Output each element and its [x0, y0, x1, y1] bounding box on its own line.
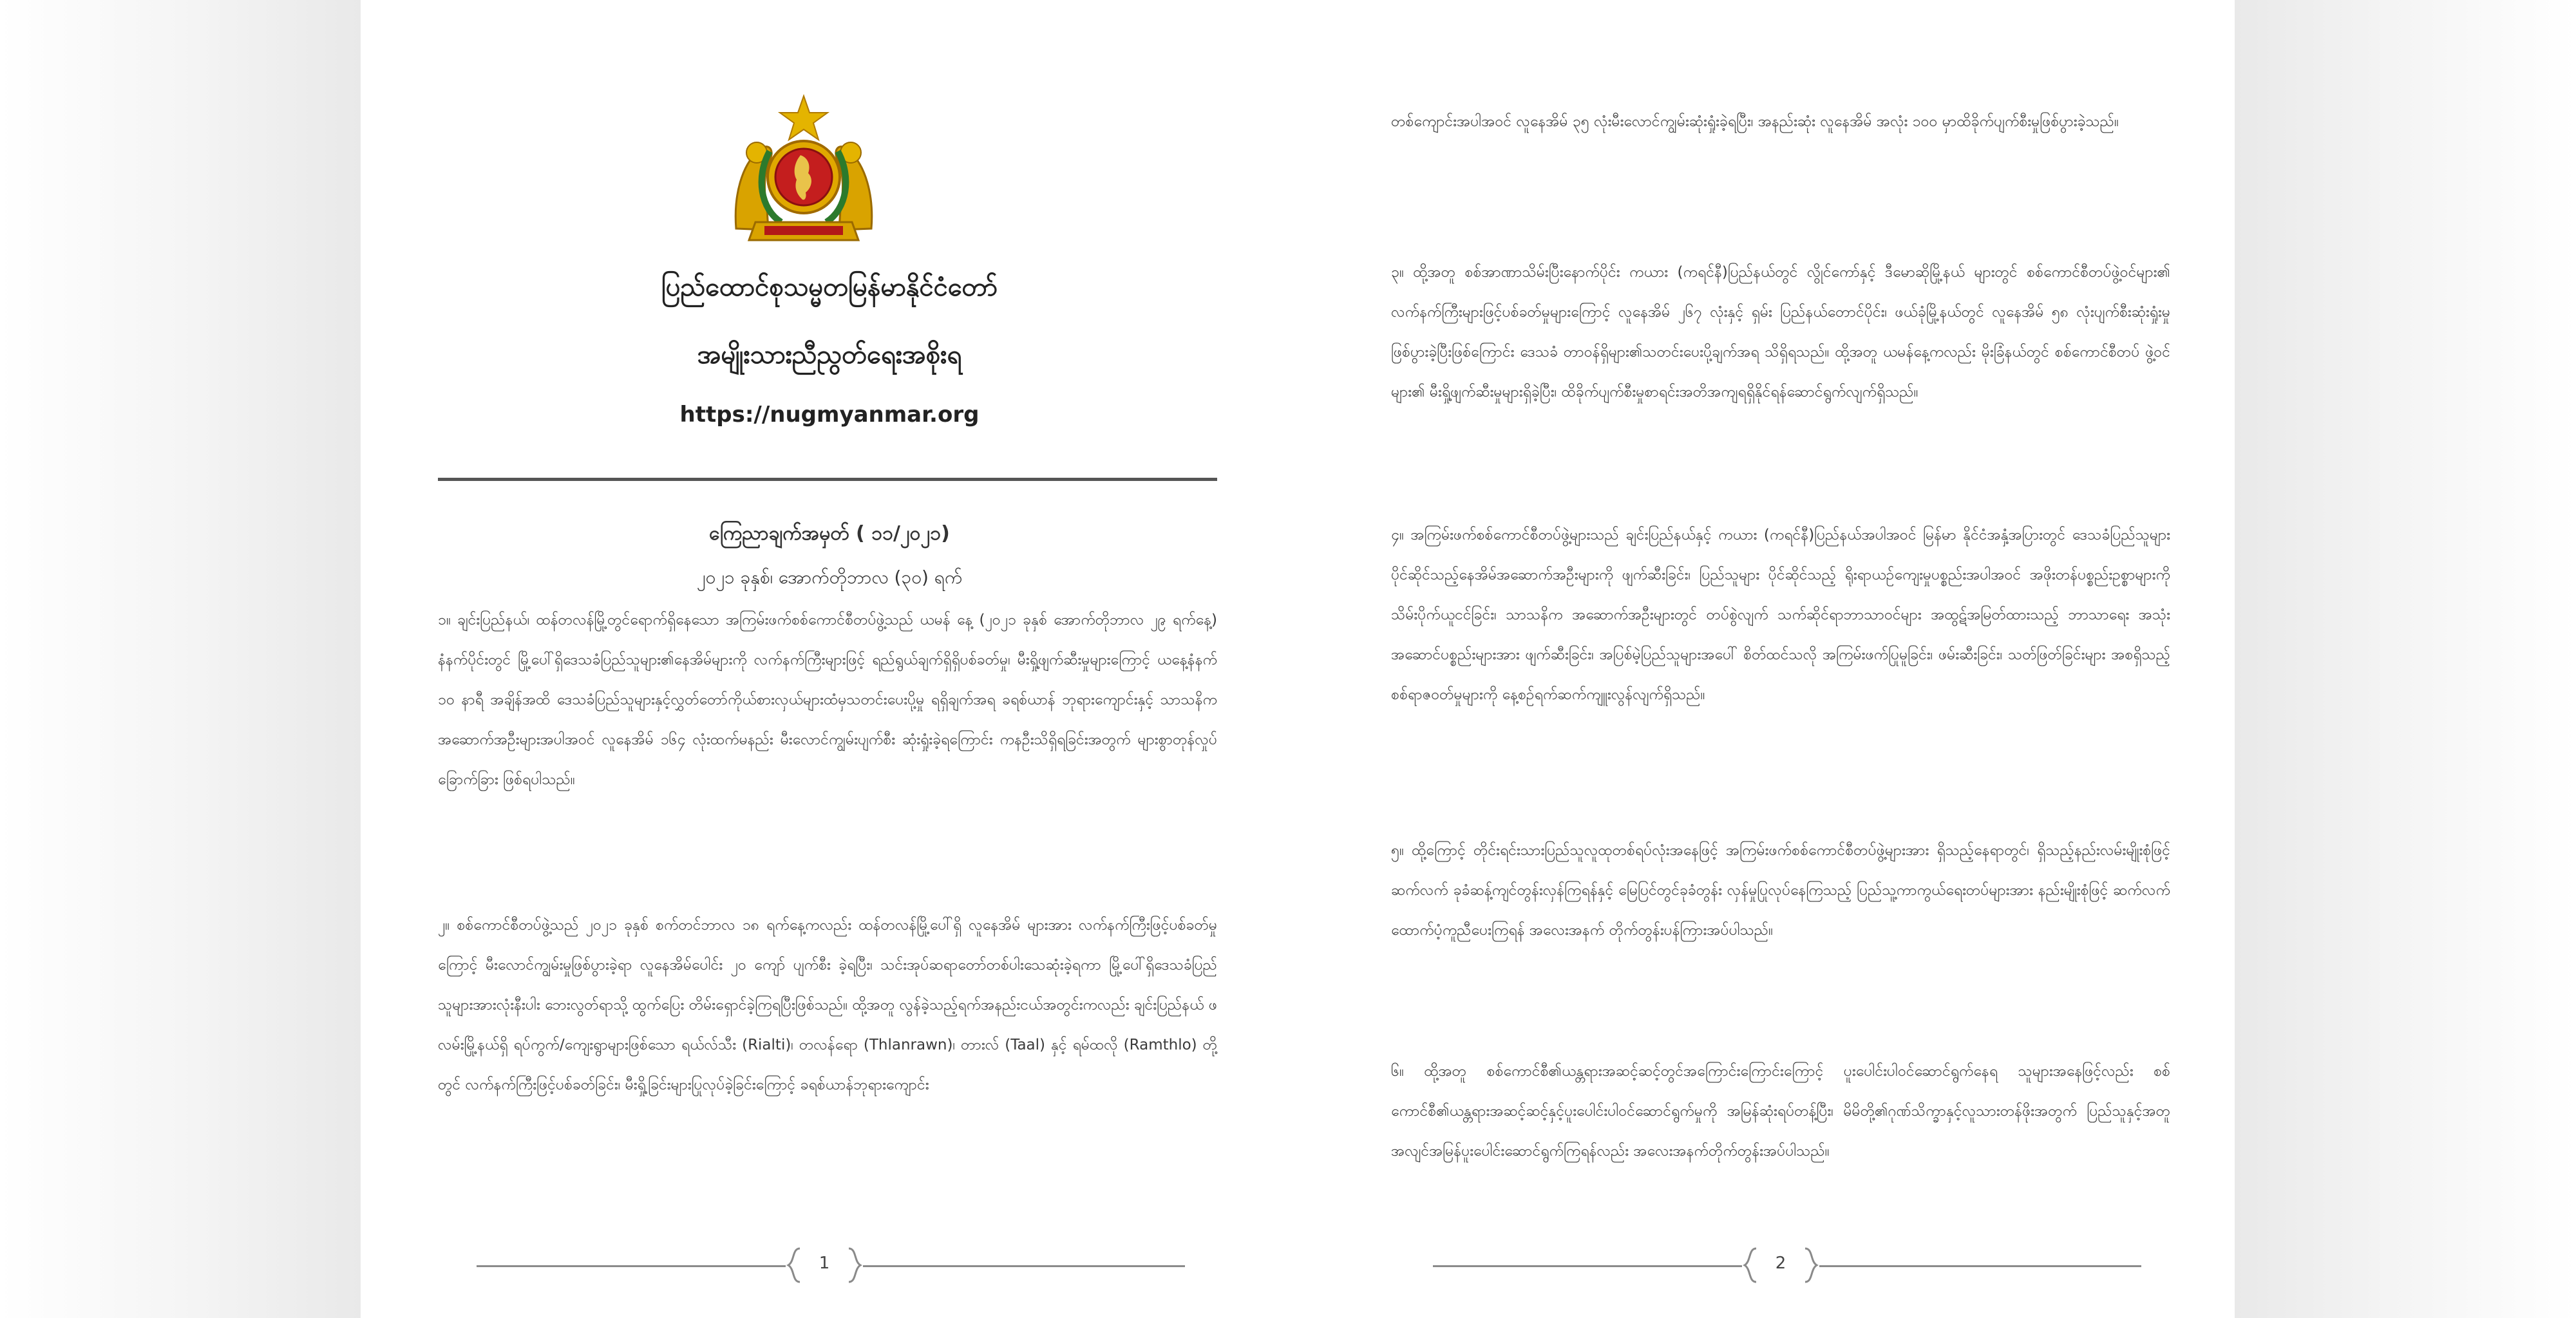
document-page-2	[1298, 0, 2235, 1318]
paragraph: ၄။ အကြမ်းဖက်စစ်ကောင်စီတပ်ဖွဲ့များသည် ချင်းပြည်နယ်နှင့် ကယား (ကရင်နီ)ပြည်နယ်အပါအဝင် မြန်မာ နိုင်ငံအနှံ့အပြားတွင် ဒေသခံပြည်သူများပိုင်ဆိုင်သည့်နေအိမ်အဆောက်အဦးများကို ဖျက်ဆီးခြင်း၊ ပြည်သူများ ပိုင်ဆိုင်သည့် ရိုးရာယဉ်ကျေးမှုပစ္စည်းအပါအဝင် အဖိုးတန်ပစ္စည်းဥစ္စာများကို သိမ်းပိုက်ယူငင်ခြင်း၊ သာသနိက အဆောက်အဦးများတွင် တပ်စွဲလျက် သက်ဆိုင်ရာဘာသာဝင်များ အထွဋ်အမြတ်ထားသည့် ဘာသာရေး အသုံး အဆောင်ပစ္စည်းများအား ဖျက်ဆီးခြင်း၊ အပြစ်မဲ့ပြည်သူများအပေါ် စိတ်ထင်သလို အကြမ်းဖက်ပြုမူခြင်း၊ ဖမ်းဆီးခြင်း၊ သတ်ဖြတ်ခြင်းများ အစရှိသည့် စစ်ရာဇဝတ်မှုများကို နေ့စဉ်ရက်ဆက်ကျူးလွန်လျက်ရှိသည်။	[1391, 527, 2170, 703]
paragraph: ၃။ ထို့အတူ စစ်အာဏာသိမ်းပြီးနောက်ပိုင်း ကယား (ကရင်နီ)ပြည်နယ်တွင် လွိုင်ကော်နှင့် ဒီမောဆိုမြို့နယ် များတွင် စစ်ကောင်စီတပ်ဖွဲ့ဝင်များ၏ လက်နက်ကြီးများဖြင့်ပစ်ခတ်မှုများကြောင့် လူနေအိမ် ၂၆၇ လုံးနှင့် ရှမ်း ပြည်နယ်တောင်ပိုင်း၊ ဖယ်ခုံမြို့နယ်တွင် လူနေအိမ် ၅၈ လုံးပျက်စီးဆုံးရှုံးမှုဖြစ်ပွားခဲ့ပြီးဖြစ်ကြောင်း ဒေသခံ တာဝန်ရှိများ၏သတင်းပေးပို့ချက်အရ သိရှိရသည်။ ထို့အတူ ယမန်နေ့ကလည်း မိုးခြံနယ်တွင် စစ်ကောင်စီတပ် ဖွဲ့ဝင်များ၏ မီးရှို့ဖျက်ဆီးမှုများရှိခဲ့ပြီး၊ ထိခိုက်ပျက်စီးမှုစာရင်းအတိအကျရရှိနိုင်ရန်ဆောင်ရွက်လျက်ရှိသည်။	[1391, 264, 2170, 400]
page-footer	[477, 1246, 1185, 1285]
organization-subtitle: အမျိုးသားညီညွတ်ရေးအစိုးရ	[697, 340, 962, 370]
paragraph: ၅။ ထို့ကြောင့် တိုင်းရင်းသားပြည်သူလူထုတစ်ရပ်လုံးအနေဖြင့် အကြမ်းဖက်စစ်ကောင်စီတပ်ဖွဲ့များအား ရှိသည့်နေရာတွင်၊ ရှိသည့်နည်းလမ်းမျိုးစုံဖြင့် ဆက်လက် ခုခံဆန့်ကျင်တွန်းလှန်ကြရန်နှင့် မြေပြင်တွင်ခုခံတွန်း လှန်မှုပြုလုပ်နေကြသည့် ပြည်သူ့ကာကွယ်ရေးတပ်များအား နည်းမျိုးစုံဖြင့် ဆက်လက်ထောက်ပံ့ကူညီပေးကြရန် အလေးအနက် တိုက်တွန်းပန်ကြားအပ်ပါသည်။	[1391, 842, 2170, 939]
page-number: 2	[1775, 1254, 1786, 1273]
footer-rule-right	[863, 1265, 1185, 1267]
paragraph: တစ်ကျောင်းအပါအဝင် လူနေအိမ် ၃၅ လုံးမီးလောင်ကျွမ်းဆုံးရှုံးခဲ့ရပြီး၊ အနည်းဆုံး လူနေအိမ် အလုံး ၁၀၀ မှာထိခိုက်ပျက်စီးမှုဖြစ်ပွားခဲ့သည်။	[1391, 113, 2119, 130]
page-number: 1	[819, 1254, 830, 1273]
left-page-shadow	[0, 0, 361, 1318]
organization-url[interactable]: https://nugmyanmar.org	[679, 402, 980, 428]
page-number-frame	[1742, 1246, 1819, 1285]
footer-rule-right	[1819, 1265, 2141, 1267]
page-number-frame	[786, 1246, 863, 1285]
document-page-1	[361, 0, 1298, 1318]
footer-rule-left	[477, 1265, 786, 1267]
statement-title: ကြေညာချက်အမှတ် ( ၁၁/၂၀၂၁)	[709, 522, 950, 545]
state-emblem-icon	[730, 93, 878, 248]
header-divider	[438, 478, 1217, 481]
statement-date: ၂၀၂၁ ခုနှစ်၊ အောက်တိုဘာလ (၃၀) ရက်	[696, 567, 963, 588]
paragraph: ၆။ ထို့အတူ စစ်ကောင်စီ၏ယန္တရားအဆင့်ဆင့်တွင်အကြောင်းကြောင်းကြောင့် ပူးပေါင်းပါဝင်ဆောင်ရွက်နေရ သူများအနေဖြင့်လည်း စစ်ကောင်စီ၏ယန္တရားအဆင့်ဆင့်နှင့်ပူးပေါင်းပါဝင်ဆောင်ရွက်မှုကို အမြန်ဆုံးရပ်တန့်ပြီး၊ မိမိတို့၏ဂုဏ်သိက္ခာနှင့်လူသားတန်ဖိုးအတွက် ပြည်သူနှင့်အတူ အလျင်အမြန်ပူးပေါင်းဆောင်ရွက်ကြရန်လည်း အလေးအနက်တိုက်တွန်းအပ်ပါသည်။	[1391, 1063, 2170, 1160]
paragraph: ၁။ ချင်းပြည်နယ်၊ ထန်တလန်မြို့တွင်ရောက်ရှိနေသော အကြမ်းဖက်စစ်ကောင်စီတပ်ဖွဲ့သည် ယမန် နေ့ (၂၀၂၁ ခုနှစ် အောက်တိုဘာလ ၂၉ ရက်နေ့) နံနက်ပိုင်းတွင် မြို့ပေါ်ရှိဒေသခံပြည်သူများ၏နေအိမ်များကို လက်နက်ကြီးများဖြင့် ရည်ရွယ်ချက်ရှိရှိပစ်ခတ်မှု၊ မီးရှို့ဖျက်ဆီးမှုများကြောင့် ယနေ့နံနက် ၁၀ နာရီ အချိန်အထိ ဒေသခံပြည်သူများနှင့်လွှတ်တော်ကိုယ်စားလှယ်များထံမှသတင်းပေးပို့မှု ရရှိချက်အရ ခရစ်ယာန် ဘုရားကျောင်းနှင့် သာသနိကအဆောက်အဦးများအပါအဝင် လူနေအိမ် ၁၆၄ လုံးထက်မနည်း မီးလောင်ကျွမ်းပျက်စီး ဆုံးရှုံးခဲ့ရကြောင်း ကနဦးသိရှိရခြင်းအတွက် များစွာတုန်လှုပ်ခြောက်ခြား ဖြစ်ရပါသည်။	[438, 612, 1217, 788]
right-page-shadow	[2235, 0, 2576, 1318]
paragraph: ၂။ စစ်ကောင်စီတပ်ဖွဲ့သည် ၂၀၂၁ ခုနှစ် စက်တင်ဘာလ ၁၈ ရက်နေ့ကလည်း ထန်တလန်မြို့ပေါ်ရှိ လူနေအိမ် များအား လက်နက်ကြီးဖြင့်ပစ်ခတ်မှုကြောင့် မီးလောင်ကျွမ်းမှုဖြစ်ပွားခဲ့ရာ လူနေအိမ်ပေါင်း ၂၀ ကျော် ပျက်စီး ခဲ့ရပြီး၊ သင်းအုပ်ဆရာတော်တစ်ပါးသေဆုံးခဲ့ရကာ မြို့ပေါ်ရှိဒေသခံပြည်သူများအားလုံးနီးပါး ဘေးလွတ်ရာသို့ ထွက်ပြေး တိမ်းရှောင်ခဲ့ကြရပြီးဖြစ်သည်။ ထို့အတူ လွန်ခဲ့သည့်ရက်အနည်းငယ်အတွင်းကလည်း ချင်းပြည်နယ် ဖလမ်းမြို့နယ်ရှိ ရပ်ကွက်/ကျေးရွာများဖြစ်သော ရယ်လ်သီး (Rialti)၊ တလန်ရော (Thlanrawn)၊ တားလ် (Taal) နှင့် ရမ်ထလို (Ramthlo) တို့တွင် လက်နက်ကြီးဖြင့်ပစ်ခတ်ခြင်း၊ မီးရှို့ခြင်းများပြုလုပ်ခဲ့ခြင်းကြောင့် ခရစ်ယာန်ဘုရားကျောင်း	[438, 917, 1217, 1093]
page-footer	[1433, 1246, 2141, 1285]
footer-rule-left	[1433, 1265, 1742, 1267]
organization-title: ပြည်ထောင်စုသမ္မတမြန်မာနိုင်ငံတော်	[661, 272, 998, 302]
